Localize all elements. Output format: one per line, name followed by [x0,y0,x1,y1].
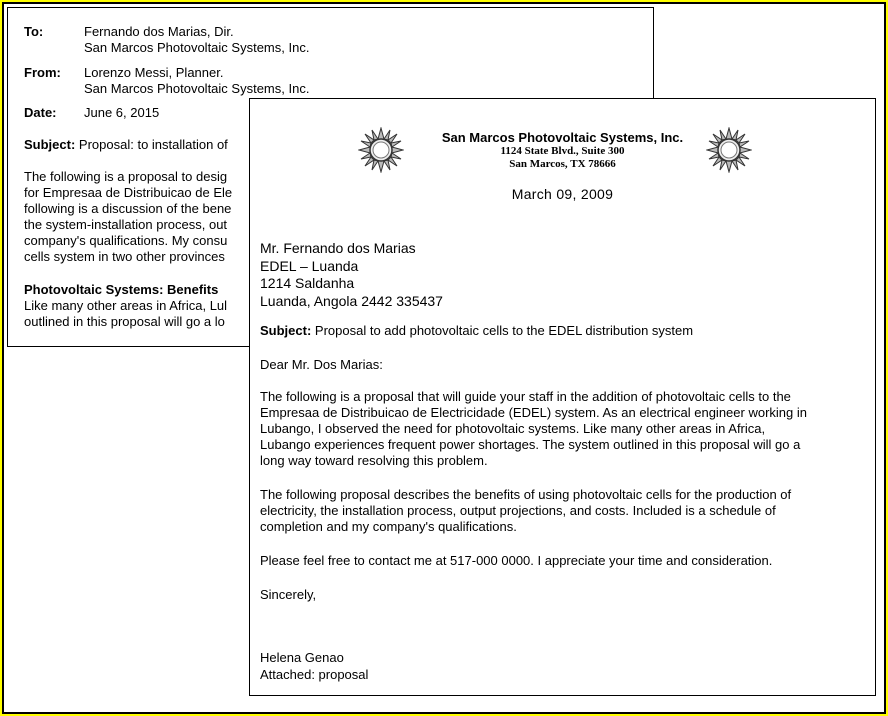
letter-paragraph-3: Please feel free to contact me at 517-000 0000. I appreciate your time and consideration. [260,553,773,568]
letter-closing: Sincerely, [260,587,317,602]
recipient-line: 1214 Saldanha [260,275,355,291]
memo-section-line: Like many other areas in Africa, Lul [24,298,228,313]
memo-body-line: following is a discussion of the bene [24,201,232,216]
letterhead-address-line: 1124 State Blvd., Suite 300 [500,145,625,157]
memo-body-line: cells system in two other provinces [24,249,225,264]
recipient-line: Luanda, Angola 2442 335437 [260,292,443,309]
memo-from-label: From: [24,65,61,80]
recipient-line: EDEL – Luanda [260,257,359,274]
letter-paragraph-1 [260,389,865,469]
memo-subject-label: Subject: [24,137,76,152]
memo-from-name: Lorenzo Messi, Planner. [84,65,224,80]
memo-from-company: San Marcos Photovoltaic Systems, Inc. [84,81,310,96]
paragraph-line: long way toward resolving this problem. [260,453,488,468]
memo-section-heading: Photovoltaic Systems: Benefits [24,282,219,297]
memo-to-name: Fernando dos Marias, Dir. [84,24,234,39]
letter-subject [260,323,865,339]
letter-date: March 09, 2009 [511,186,614,202]
memo-section-line: outlined in this proposal will go a lo [24,314,225,329]
memo-date-label: Date: [24,105,57,120]
letter-attachment: Attached: proposal [260,667,369,682]
memo-body-line: the system-installation process, out [24,217,228,232]
letter-paragraph-2 [260,487,865,535]
paragraph-line: Empresaa de Distribuicao de Electricidade (EDEL) system. As an electrical engineer working in [260,405,807,420]
memo-body-line: company's qualifications. My consu [24,233,228,248]
recipient-line: Mr. Fernando dos Marias [260,240,416,256]
memo-body-line: The following is a proposal to desig [24,169,228,184]
memo-body-line: for Empresaa de Distribuicao de Ele [24,185,233,200]
letter-subject-value: Proposal to add photovoltaic cells to the EDEL distribution system [314,323,694,338]
memo-date-value: June 6, 2015 [84,105,160,120]
paragraph-line: The following proposal describes the benefits of using photovoltaic cells for the production of [260,487,792,502]
letter-salutation: Dear Mr. Dos Marias: [260,357,383,372]
memo-subject-value: Proposal: to installation of [78,137,228,152]
paragraph-line: Lubango experiences frequent power shortages. The system outlined in this proposal will go a [260,437,801,452]
letter-signer: Helena Genao [260,650,344,665]
letterhead-company: San Marcos Photovoltaic Systems, Inc. [441,130,684,145]
letter-document [249,98,876,696]
memo-to-company: San Marcos Photovoltaic Systems, Inc. [84,40,310,55]
letter-subject-label: Subject: [260,323,312,338]
letterhead-address-line: San Marcos, TX 78666 [509,158,616,170]
paragraph-line: The following is a proposal that will guide your staff in the addition of photovoltaic cells to the [260,389,791,404]
paragraph-line: Lubango, I observed the need for photovoltaic systems. Like many other areas in Africa, [260,421,766,436]
paragraph-line: electricity, the installation process, output projections, and costs. Included is a schedule of [260,503,776,518]
memo-to-label: To: [24,24,44,39]
paragraph-line: completion and my company's qualifications. [260,519,517,534]
recipient-address [260,240,865,310]
